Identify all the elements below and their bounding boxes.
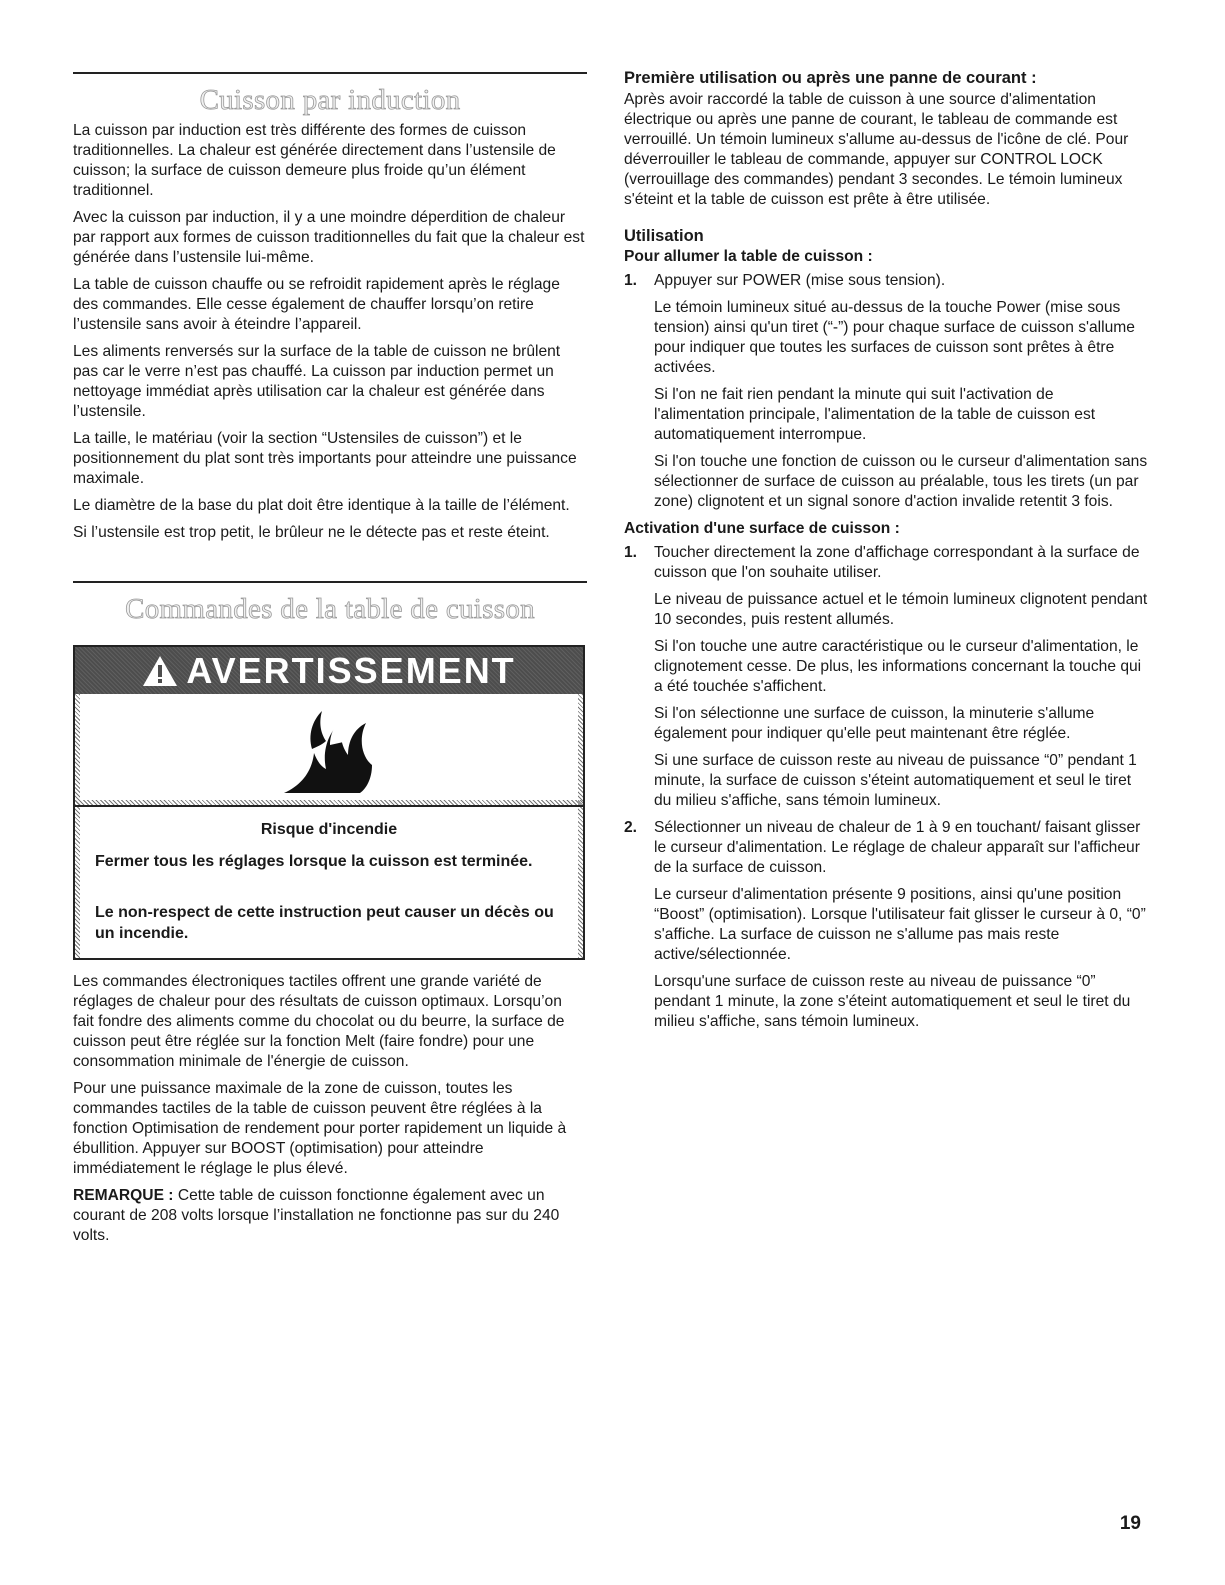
remarque-text: Cette table de cuisson fonctionne également avec un courant de 208 volts lorsque l’installation ne fonctionne pas sur du 240 volts. <box>73 1187 560 1244</box>
warning-divider <box>75 805 583 807</box>
paragraph: Si une surface de cuisson reste au niveau de puissance “0” pendant 1 minute, la surface de cuisson s'éteint automatiquement et seul le tiret du milieu s'affiche, sans témoin lumineux. <box>654 752 1137 809</box>
controls-text <box>73 972 587 1253</box>
paragraph: Les aliments renversés sur la surface de la table de cuisson ne brûlent pas car le verre n’est pas chauffé. La cuisson par induction permet un nettoyage immédiat après utilisation car la chaleur est générée dans l’ustensile. <box>73 343 561 420</box>
paragraph: Lorsqu'une surface de cuisson reste au niveau de puissance “0” pendant 1 minute, la zone s'éteint automatiquement et seul le tiret du milieu s'affiche, sans témoin lumineux. <box>654 973 1131 1030</box>
warning-line-1: Fermer tous les réglages lorsque la cuisson est terminée. <box>95 853 533 870</box>
heading-first-use: Première utilisation ou après une panne de courant : <box>624 69 1037 87</box>
warning-triangle-icon <box>142 655 178 687</box>
paragraph: Le curseur d'alimentation présente 9 positions, ainsi qu'une position “Boost” (optimisation). Lorsque l'utilisateur fait glisser le curseur à 0, “0” s'affiche. La surface de cuisson ne s'allume pas mais reste active/sélectionnée. <box>654 886 1146 963</box>
step-text: Appuyer sur POWER (mise sous tension). <box>654 272 946 289</box>
warning-header-label: AVERTISSEMENT <box>186 649 516 691</box>
warning-box <box>73 645 585 960</box>
step-number: 1. <box>624 544 638 561</box>
induction-text <box>73 121 587 550</box>
right-column <box>624 68 1148 1039</box>
paragraph: Le témoin lumineux situé au-dessus de la touche Power (mise sous tension) ainsi qu'un tiret (“-”) pour chaque surface de cuisson s'allume pour indiquer que toutes les surfaces de cuisson sont prêtes à être activées. <box>654 299 1135 376</box>
warning-title: Risque d'incendie <box>260 821 398 838</box>
step-1 <box>624 271 1148 291</box>
paragraph: Si l'on touche une fonction de cuisson ou le curseur d'alimentation sans sélectionner de surface de cuisson au préalable, tous les tirets (un par zone) clignotent et un signal sonore d'action invalide retentit 3 fois. <box>654 453 1148 510</box>
step-text: Toucher directement la zone d'affichage correspondant à la surface de cuisson que l'on souhaite utiliser. <box>654 544 1140 581</box>
warning-line-2: Le non-respect de cette instruction peut causer un décès ou un incendie. <box>95 904 554 942</box>
paragraph: La cuisson par induction est très différente des formes de cuisson traditionnelles. La chaleur est générée directement dans l’ustensile de cuisson; la surface de cuisson demeure plus froide qu’un élément traditionnel. <box>73 122 556 199</box>
paragraph: Les commandes électroniques tactiles offrent une grande variété de réglages de chaleur pour des résultats de cuisson optimaux. Lorsqu’on fait fondre des aliments comme du chocolat ou du beurre, la surface de cuisson peut être réglée sur la fonction Melt (faire fondre) pour une consommation minimale de l'énergie de cuisson. <box>73 973 565 1070</box>
warning-header <box>75 647 583 694</box>
page-number: 19 <box>1119 1513 1141 1534</box>
paragraph: Le niveau de puissance actuel et le témoin lumineux clignotent pendant 10 secondes, puis restent allumés. <box>654 591 1148 628</box>
paragraph: Après avoir raccordé la table de cuisson à une source d'alimentation électrique ou après une panne de courant, le tableau de commande est verrouillé. Un témoin lumineux s'allume au-dessus de l'icône de clé. Pour déverrouiller le tableau de commande, appuyer sur CONTROL LOCK (verrouillage des commandes) pendant 3 secondes. Le témoin lumineux s'éteint et la table de cuisson est prête à être utilisée. <box>624 91 1129 208</box>
step-number: 1. <box>624 272 638 289</box>
paragraph: Avec la cuisson par induction, il y a une moindre déperdition de chaleur par rapport aux formes de cuisson traditionnelles du fait que la chaleur est générée dans l’ustensile lui-même. <box>73 209 585 266</box>
section-rule <box>73 581 587 583</box>
paragraph: Pour une puissance maximale de la zone de cuisson, toutes les commandes tactiles de la table de cuisson peuvent être réglées à la fonction Optimisation de rendement pour porter rapidement un liquide à ébullition. Appuyer sur BOOST (optimisation) pour atteindre immédiatement le réglage le plus élevé. <box>73 1080 567 1177</box>
fire-icon <box>282 705 374 800</box>
paragraph: Si l'on sélectionne une surface de cuisson, la minuterie s'allume également pour indiquer qu'elle peut maintenant être réglée. <box>654 705 1095 742</box>
paragraph: La taille, le matériau (voir la section “Ustensiles de cuisson”) et le positionnement du plat sont très importants pour atteindre une puissance maximale. <box>73 430 577 487</box>
paragraph: Si l'on ne fait rien pendant la minute qui suit l'activation de l'alimentation principale, l'alimentation de la table de cuisson est automatiquement interrompue. <box>654 386 1096 443</box>
step-text: Sélectionner un niveau de chaleur de 1 à 9 en touchant/ faisant glisser le curseur d'alimentation. Le réglage de chaleur apparaît sur l'afficheur de la surface de cuisson. <box>654 819 1141 876</box>
remarque-paragraph <box>73 1186 587 1246</box>
paragraph: Le diamètre de la base du plat doit être identique à la taille de l’élément. <box>73 497 570 514</box>
activation-step-2 <box>624 818 1148 878</box>
paragraph: La table de cuisson chauffe ou se refroidit rapidement après le réglage des commandes. Elle cesse également de chauffer lorsqu’on retire l’ustensile sans avoir à éteindre l’appareil. <box>73 276 560 333</box>
heading-utilisation: Utilisation <box>624 227 704 245</box>
step-number: 2. <box>624 819 638 836</box>
heading-allumer: Pour allumer la table de cuisson : <box>624 248 873 265</box>
section-title-controls: Commandes de la table de cuisson <box>125 593 535 625</box>
section-title-induction: Cuisson par induction <box>199 84 461 116</box>
remarque-label: REMARQUE : <box>73 1187 174 1204</box>
activation-step-1 <box>624 543 1148 583</box>
top-rule <box>73 72 587 74</box>
paragraph: Si l’ustensile est trop petit, le brûleur ne le détecte pas et reste éteint. <box>73 524 550 541</box>
paragraph: Si l'on touche une autre caractéristique ou le curseur d'alimentation, le clignotement cesse. De plus, les informations concernant la touche qui a été touchée s'affichent. <box>654 638 1142 695</box>
heading-activation: Activation d'une surface de cuisson : <box>624 520 900 537</box>
